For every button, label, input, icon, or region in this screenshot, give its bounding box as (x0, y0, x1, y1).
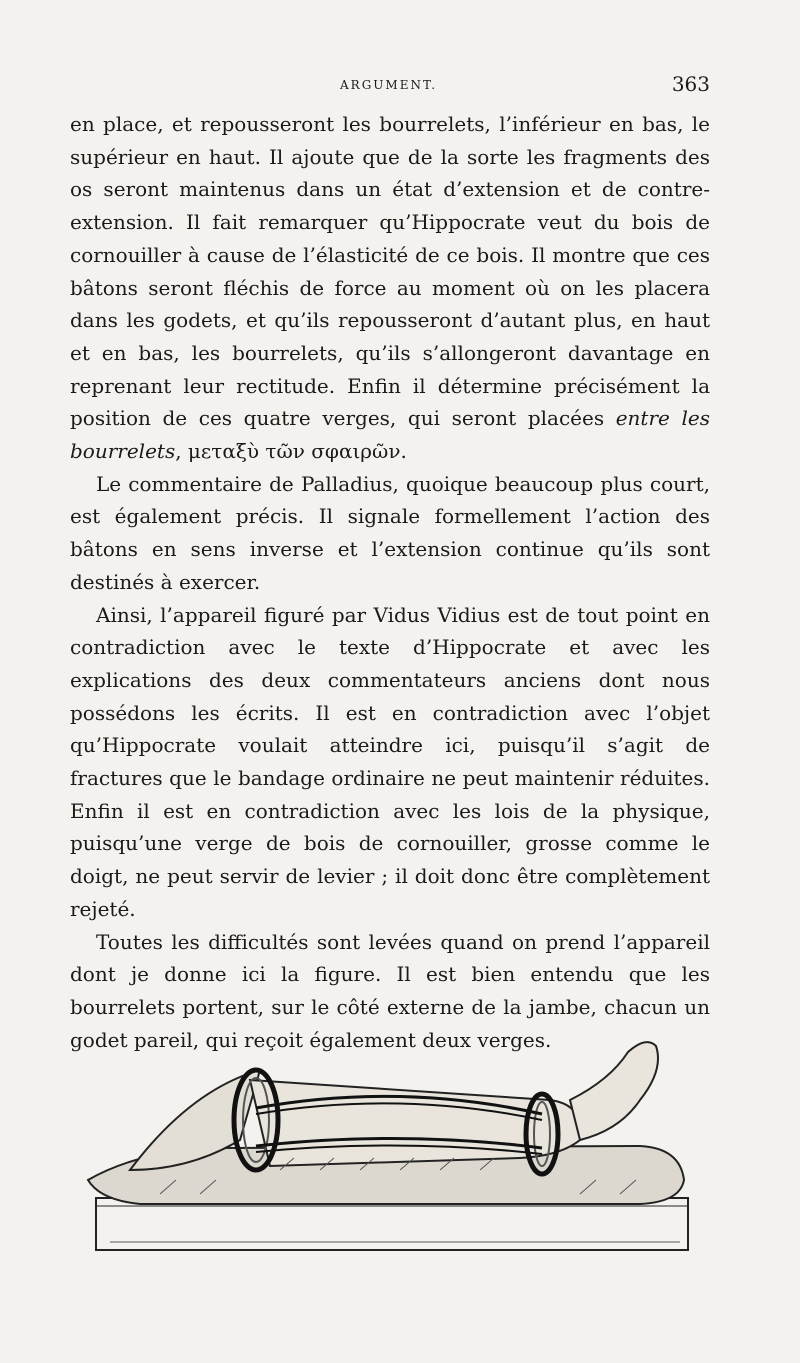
running-head: ARGUMENT. (340, 78, 438, 92)
text-run: , μεταξὺ τῶν σφαιρῶν. (175, 439, 407, 464)
paragraph (70, 468, 710, 599)
paragraph (70, 599, 710, 926)
text-run: Le commentaire de Palladius, quoique beaucoup plus court, est également précis. Il signale formellement l’action des bâtons en sens inverse et l’extension continue qu’ils sont destinés à exercer. (70, 471, 710, 594)
body-text (70, 108, 710, 1056)
page-number: 363 (671, 72, 710, 96)
text-run: en place, et repousseront les bourrelets, l’inférieur en bas, le supérieur en haut. Il ajoute que de la sorte les fragments des os seront maintenus dans un état d’extension et de contre-extension. Il fait remarquer qu’Hippocrate veut du bois de cornouiller à cause de l’élasticité de ce bois. Il montre que ces bâtons seront fléchis de force au moment où on les placera dans les godets, et qu’ils repousseront d’autant plus, en haut et en bas, les bourrelets, qu’ils s’allongeront davantage en reprenant leur rectitude. Enfin il détermine précisément la position de ces quatre verges, qui seront placées (70, 112, 710, 431)
italic-phrase: entre les bourrelets (70, 406, 710, 464)
leg-splint-apparatus-illustration (80, 1030, 700, 1270)
text-run: Toutes les difficultés sont levées quand on prend l’appareil dont je donne ici la figure. Il est bien entendu que les bourrelets portent, sur le côté externe de la jambe, chacun un godet pareil, qui reçoit également deux verges. (70, 929, 710, 1052)
text-run: Ainsi, l’appareil figuré par Vidus Vidius est de tout point en contradiction avec le texte d’Hippocrate et avec les explications des deux commentateurs anciens dont nous possédons les écrits. Il est en contradiction avec l’objet qu’Hippocrate voulait atteindre ici, puisqu’il s’agit de fractures que le bandage ordinaire ne peut maintenir réduites. Enfin il est en contradiction avec les lois de la physique, puisqu’une verge de bois de cornouiller, grosse comme le doigt, ne peut servir de levier ; il doit donc être complètement rejeté. (70, 602, 710, 921)
page-header (70, 72, 710, 102)
paragraph (70, 108, 710, 468)
